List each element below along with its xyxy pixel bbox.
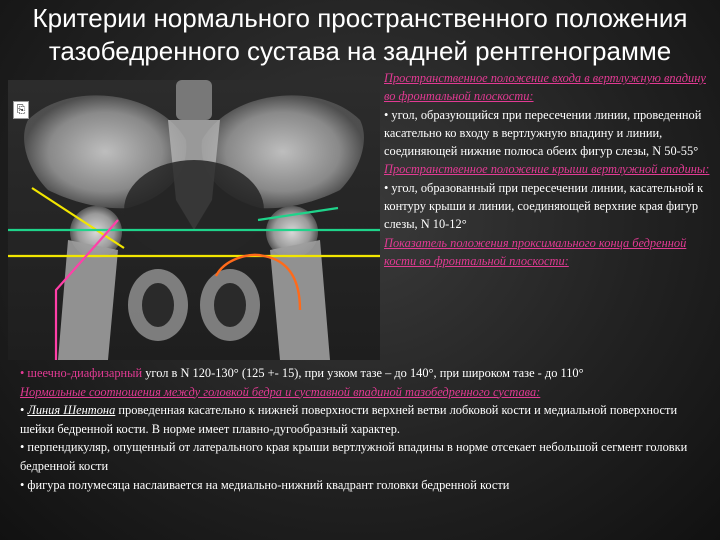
perpendicular-criterion: • перпендикуляр, опущенный от латерального края крыши вертлужной впадины в норме отсекает небольшой сегмент головки бедренной кости	[20, 440, 688, 473]
relations-heading: Нормальные соотношения между головкой бедра и суставной впадиной тазобедренного сустава:	[20, 384, 541, 399]
inlet-heading: Пространственное положение входа в вертлужную впадину во фронтальной плоскости:	[384, 71, 706, 104]
inlet-criterion: • угол, образующийся при пересечении линии, проведенной касательно ко входу в вертлужную впадину и линии, соединяющей нижние полюса обеих фигур слезы, N 50-55°	[384, 107, 702, 159]
shenton-line-text: проведенная касательно к нижней поверхности верхней ветви лобковой кости и медиальной поверхности шейки бедренной кости. В норме имеет плавно-дугообразный характер.	[20, 403, 678, 436]
neck-shaft-criterion	[20, 364, 712, 383]
bullet: •	[20, 403, 28, 418]
roof-heading: Пространственное положение крыши вертлужной впадины:	[384, 162, 710, 177]
clipboard-icon[interactable]: ⎘	[13, 101, 29, 119]
roof-criterion: • угол, образованный при пересечении линии, касательной к контуру крыши и линии, соединяющей верхние края фигур слезы, N 10-12°	[384, 180, 704, 232]
left-obturator-foramen	[142, 283, 174, 327]
femur-heading: Показатель положения проксимального конца бедренной кости во фронтальной плоскости:	[384, 235, 687, 268]
title-line-1: Критерии нормального пространственного положения	[32, 3, 688, 33]
title-line-2: тазобедренного сустава на задней рентгенограмме	[48, 36, 672, 66]
lumbar-vertebra	[176, 80, 212, 120]
shenton-criterion	[20, 401, 712, 438]
pelvis-xray-image	[8, 80, 380, 360]
shenton-line-term: Линия Шентона	[27, 403, 116, 418]
bottom-description	[20, 364, 712, 494]
right-obturator-foramen	[214, 283, 246, 327]
right-description	[384, 69, 714, 270]
neck-shaft-value: угол в N 120-130° (125 +- 15), при узком тазе – до 140°, при широком тазе - до 110°	[142, 366, 584, 380]
crescent-criterion: • фигура полумесяца наслаивается на медиально-нижний квадрант головки бедренной кости	[20, 477, 510, 492]
pelvic-inlet	[124, 160, 264, 260]
left-femur	[58, 240, 118, 360]
neck-shaft-label: • шеечно-диафизарный	[20, 366, 143, 380]
slide-title	[0, 2, 720, 68]
